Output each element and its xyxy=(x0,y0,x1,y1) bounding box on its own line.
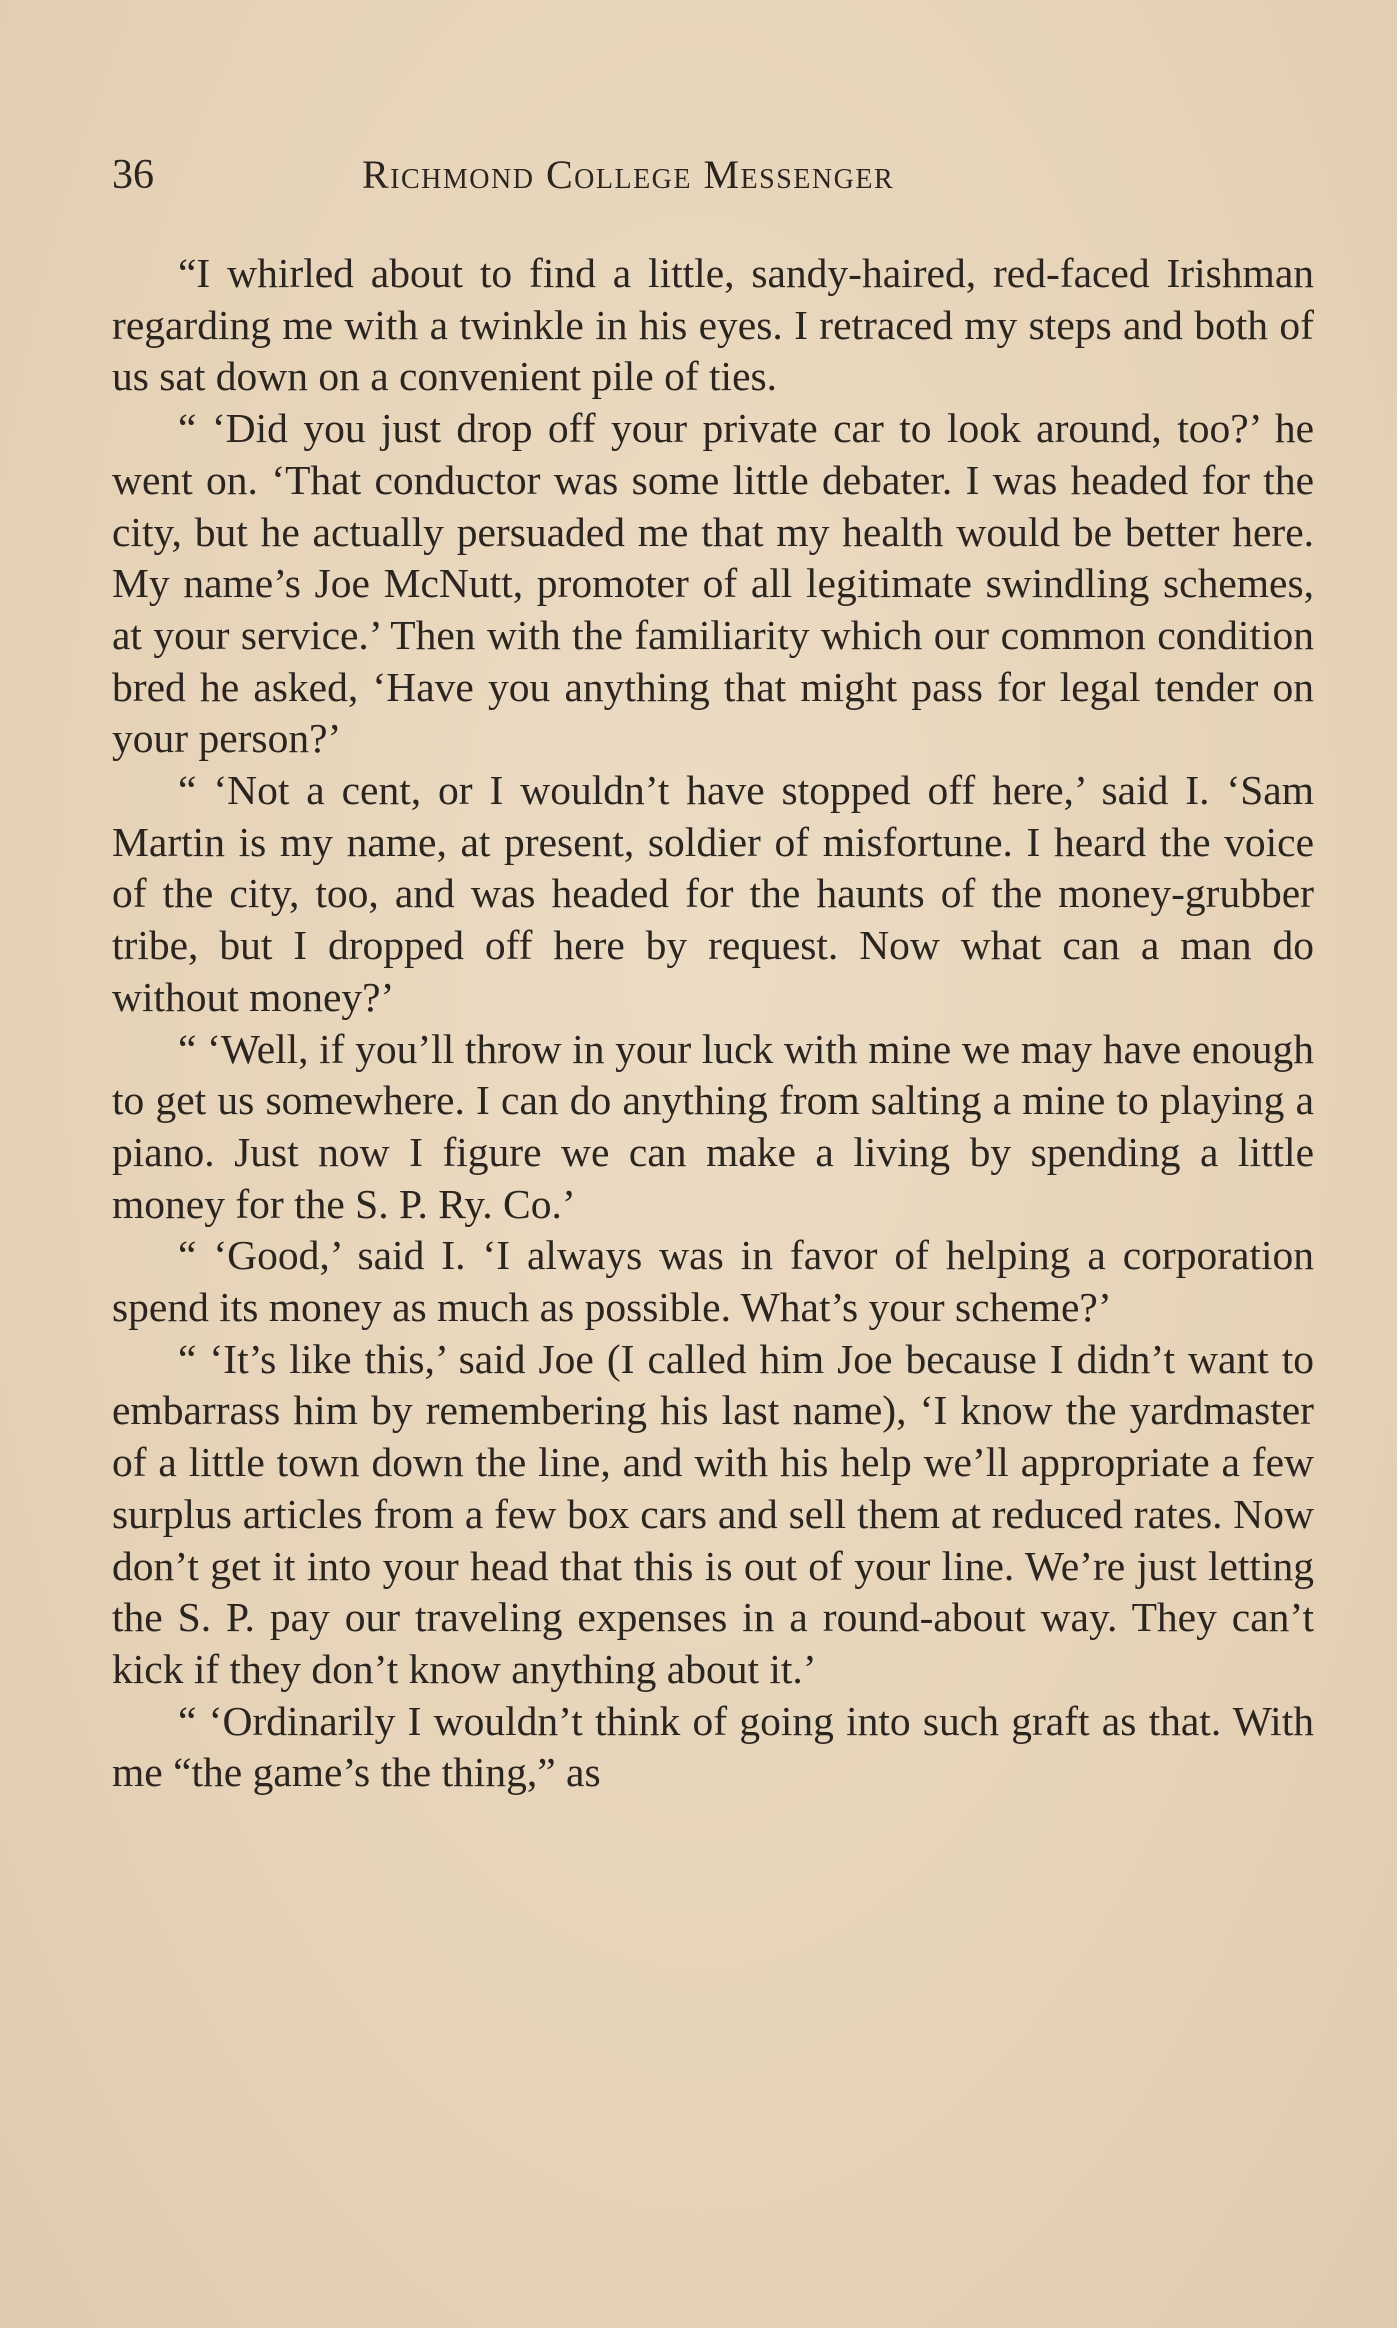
paragraph: “ ‘Did you just drop off your private car to look around, too?’ he went on. ‘That conductor was some little debater. I was headed for the city, but he actually persuaded me that my health would be better here. My name’s Joe McNutt, promoter of all legitimate swindling schemes, at your service.’ Then with the familiarity which our common condition bred he asked, ‘Have you anything that might pass for legal tender on your person?’ xyxy=(112,405,1314,762)
page-header xyxy=(112,145,1312,205)
body-text xyxy=(112,248,1314,1799)
paragraph: “ ‘Ordinarily I wouldn’t think of going into such graft as that. With me “the game’s the thing,” as xyxy=(112,1697,1314,1796)
paragraph: “ ‘Well, if you’ll throw in your luck with mine we may have enough to get us somewhere. I can do anything from salting a mine to playing a piano. Just now I figure we can make a living by spending a little money for the S. P. Ry. Co.’ xyxy=(112,1025,1314,1227)
running-head: Richmond College Messenger xyxy=(362,152,895,197)
paragraph: “ ‘Good,’ said I. ‘I always was in favor of helping a corporation spend its money as much as possible. What’s your scheme?’ xyxy=(112,1232,1314,1331)
paragraph: “I whirled about to find a little, sandy-haired, red-faced Irishman regarding me with a twinkle in his eyes. I retraced my steps and both of us sat down on a convenient pile of ties. xyxy=(112,250,1314,400)
paragraph: “ ‘Not a cent, or I wouldn’t have stopped off here,’ said I. ‘Sam Martin is my name, at present, soldier of misfortune. I heard the voice of the city, too, and was headed for the haunts of the money-grubber tribe, but I dropped off here by request. Now what can a man do without money?’ xyxy=(112,767,1314,1020)
paragraph: “ ‘It’s like this,’ said Joe (I called him Joe because I didn’t want to embarrass him by remembering his last name), ‘I know the yardmaster of a little town down the line, and with his help we’ll appropriate a few surplus articles from a few box cars and sell them at reduced rates. Now don’t get it into your head that this is out of your line. We’re just letting the S. P. pay our traveling expenses in a round-about way. They can’t kick if they don’t know anything about it.’ xyxy=(112,1335,1314,1692)
page-number: 36 xyxy=(112,152,154,198)
